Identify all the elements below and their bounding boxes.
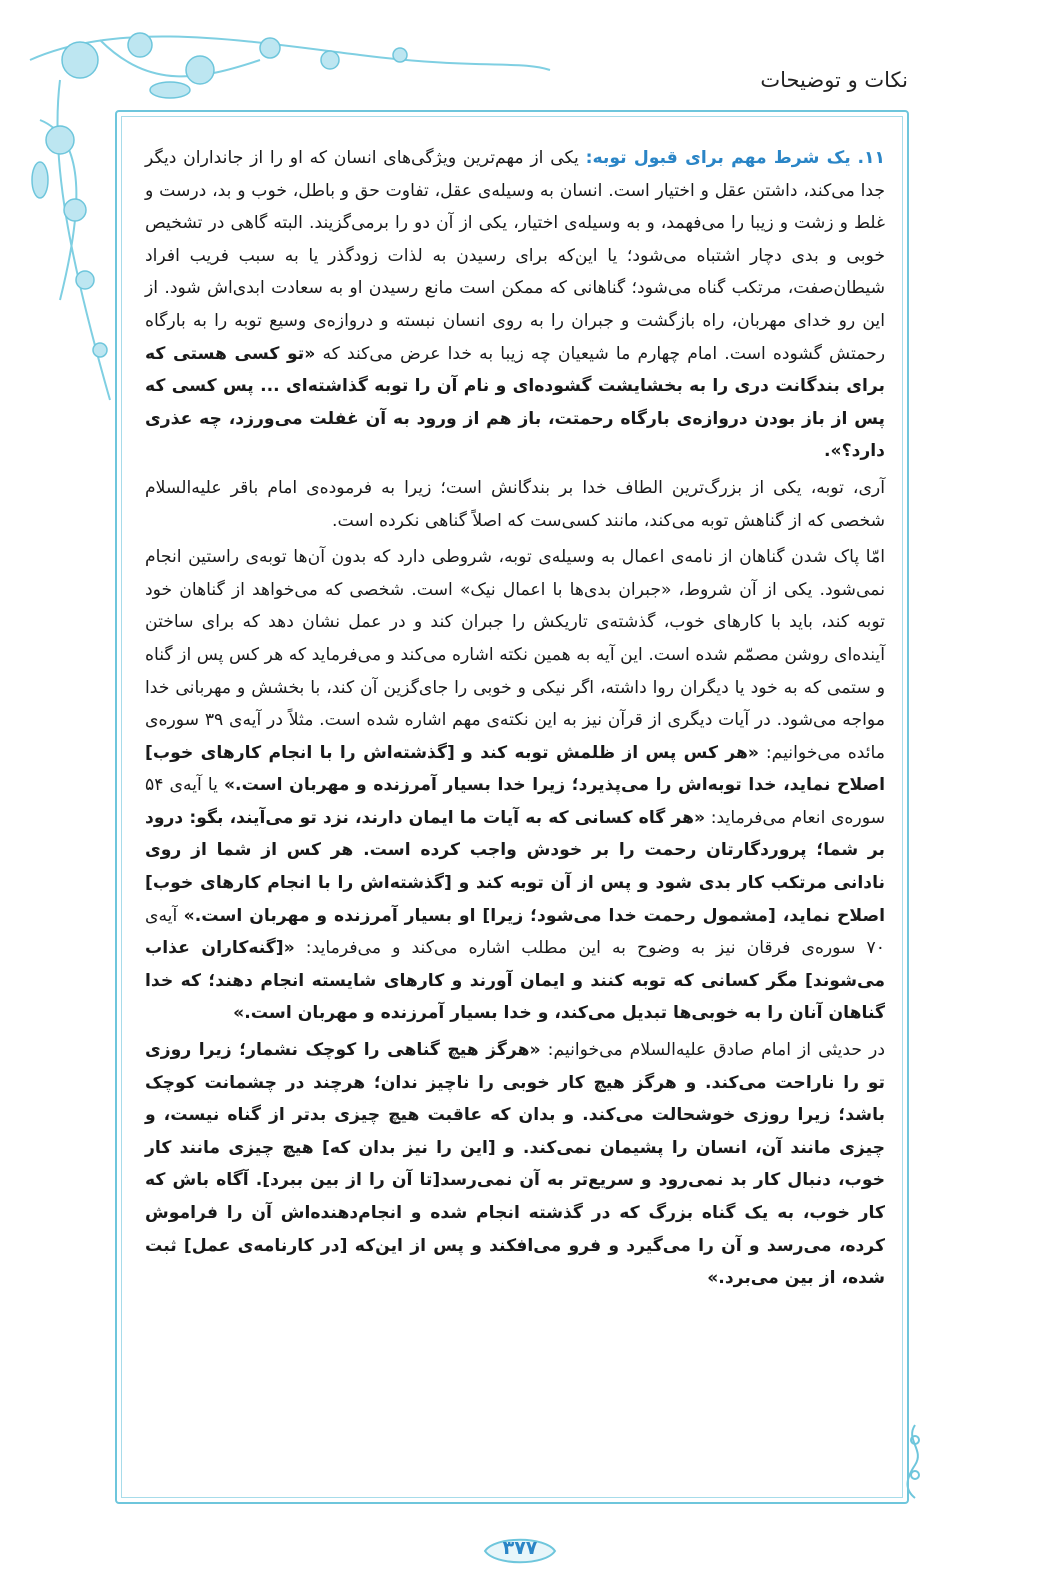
quote-anaam: «هر گاه کسانی که به آیات ما ایمان دارند، نزد تو می‌آیند، بگو: درود بر شما؛ پروردگارتان رحمت را بر خودش واجب کرده است. هر کس از شما از روی نادانی مرتکب کار بدی شود و پس از آن توبه کند و [گذشته‌اش را با انجام کارهای خوب] اصلاح نماید، [مشمول رحمت خدا می‌شود؛ زیرا] او بسیار آمرزنده و مهربان است.» — [145, 807, 885, 926]
page-number-badge — [480, 1534, 560, 1568]
paragraph-1 — [145, 142, 885, 468]
paragraph-3-text-3: آیه‌ی ۷۰ سوره‌ی فرقان نیز به وضوح به این مطلب اشاره می‌کند و می‌فرماید: — [145, 905, 885, 959]
hadith-quote: «هرگز هیچ گناهی را کوچک نشمار؛ زیرا روزی تو را ناراحت می‌کند. و هرگز هیچ کار خوبی را ناچیز ندان؛ هرچند در چشمانت کوچک باشد؛ زیرا روزی خوشحالت می‌کند. و بدان که عاقبت هیچ چیزی بدتر از گناه نیست، و چیزی مانند آن، انسان را پشیمان نمی‌کند. و [این را نیز بدان که] هیچ چیزی مانند کار خوب، دنبال کار بد نمی‌رود و سریع‌تر به آن نمی‌رسد[تا آن را از بین ببرد]. آگاه باش که کار خوب، به یک گناه بزرگ که در گذشته انجام شده و انجام‌دهنده‌اش آن را فراموش کرده، می‌رسد و آن را می‌گیرد و فرو می‌افکند و پس از این‌که [در کارنامه‌ی عمل] ثبت شده، از بین می‌برد.» — [145, 1040, 885, 1289]
side-ornament — [900, 1420, 930, 1500]
quote-furqan: «[گنه‌کاران عذاب می‌شوند] مگر کسانی که توبه کنند و ایمان آورند و کارهای شایسته انجام دهند؛ که خدا گناهان آنان را به خوبی‌ها تبدیل می‌کند، و خدا بسیار آمرزنده و مهربان است.» — [145, 938, 885, 1024]
section-number: ۱۱. — [857, 148, 886, 168]
paragraph-3 — [145, 541, 885, 1030]
paragraph-1-quote: «تو کسی هستی که برای بندگانت دری را به بخشایشت گشوده‌ای و نام آن را توبه گذاشته‌ای ... پس کسی که پس از باز بودن دروازه‌ی بارگاه رحمتت، باز هم از ورود به آن غفلت می‌ورزد، چه عذری دارد؟». — [145, 343, 885, 462]
section-title: یک شرط مهم برای قبول توبه: — [585, 148, 851, 168]
paragraph-4-text: در حدیثی از امام صادق علیه‌السلام می‌خوانیم: — [540, 1040, 886, 1061]
body-text — [145, 142, 885, 1299]
quote-maedeh: «هر کس پس از ظلمش توبه کند و [گذشته‌اش را با انجام کارهای خوب] اصلاح نماید، خدا توبه‌اش را می‌پذیرد؛ زیرا خدا بسیار آمرزنده و مهربان است.» — [145, 742, 885, 796]
paragraph-1-text: یکی از مهم‌ترین ویژگی‌های انسان که او را از جانداران دیگر جدا می‌کند، داشتن عقل و اختیار است. انسان به وسیله‌ی عقل، تفاوت حق و باطل، خوب و بد، درست و غلط و زشت و زیبا را می‌فهمد، و به وسیله‌ی اختیار، یکی از آن دو را برمی‌گزیند. البته گاهی در تشخیص خوبی و بدی دچار اشتباه می‌شود؛ یا این‌که برای رسیدن به لذات زودگذر یا به سبب فریب افراد شیطان‌صفت، مرتکب گناه می‌شود؛ گناهانی که ممکن است مانع رسیدن او به سعادت ابدی‌اش شود. از این رو خدای مهربان، راه بازگشت و جبران را به روی انسان نبسته و دروازه‌ی وسیع توبه را به بارگاه رحمتش گشوده است. امام چهارم ما شیعیان چه زیبا به خدا عرض می‌کند که — [145, 148, 886, 364]
page-header: نکات و توضیحات — [760, 68, 908, 92]
paragraph-2: آری، توبه، یکی از بزرگ‌ترین الطاف خدا بر بندگانش است؛ زیرا به فرموده‌ی امام باقر علیه‌السلام شخصی که از گناهش توبه می‌کند، مانند کسی‌ست که اصلاً گناهی نکرده است. — [145, 477, 885, 531]
paragraph-3-text: امّا پاک شدن گناهان از نامه‌ی اعمال به وسیله‌ی توبه، شروطی دارد که بدون آن‌ها توبه‌ی راستین انجام نمی‌شود. یکی از آن شروط، «جبران بدی‌ها با اعمال نیک» است. شخصی که می‌خواهد از گناهان خود توبه کند، باید با کارهای خوب، گذشته‌ی تاریکش را جبران کند و در عمل نشان دهد که برای ساختن آینده‌ای روشن مصمّم شده است. این آیه به همین نکته اشاره می‌کند و می‌فرماید که هر کس پس از گناه و ستمی که به خود یا دیگران روا داشته، اگر نیکی و خوبی را جای‌گزین آن کند، با بخشش و مهربانی خدا مواجه می‌شود. در آیات دیگری از قرآن نیز به این نکته‌ی مهم اشاره شده است. مثلاً در آیه‌ی ۳۹ سوره‌ی مائده می‌خوانیم: — [145, 547, 885, 763]
paragraph-4 — [145, 1034, 885, 1295]
page-number: ۳۷۷ — [502, 1537, 538, 1559]
paragraph-3-text-2: یا آیه‌ی ۵۴ سوره‌ی انعام می‌فرماید: — [145, 775, 885, 828]
